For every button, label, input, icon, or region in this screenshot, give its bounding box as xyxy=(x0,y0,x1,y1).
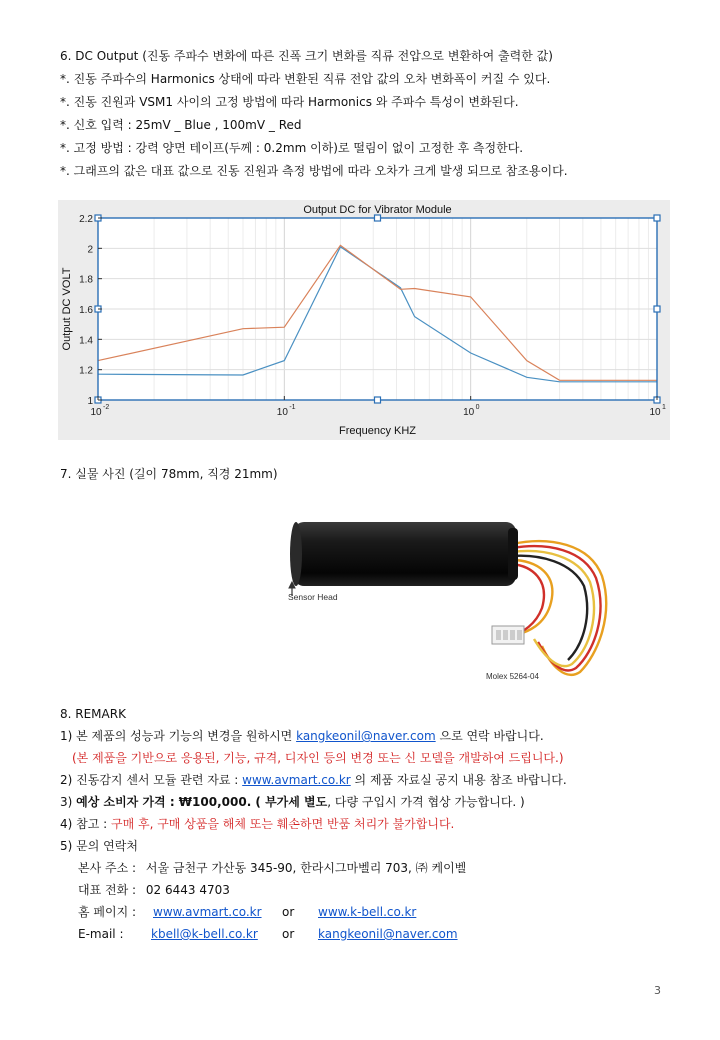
chart-svg xyxy=(58,200,670,440)
return-policy-text: 구매 후, 구매 상품을 해체 또는 훼손하면 반품 처리가 불가합니다. xyxy=(111,817,455,831)
x-tick-exponent: -1 xyxy=(289,404,296,411)
x-tick-label: 10 xyxy=(463,407,475,418)
remark-item4-prefix: 4) 참고 : xyxy=(60,817,111,831)
x-tick-label: 10 xyxy=(276,407,288,418)
selection-handle xyxy=(375,397,381,403)
y-tick-label: 2 xyxy=(87,244,93,256)
remark-item5: 5) 문의 연락처 xyxy=(60,839,138,853)
x-tick-label: 10 xyxy=(649,407,661,418)
remark-item1 xyxy=(60,728,544,744)
page-number: 3 xyxy=(654,984,661,997)
molex-label: Molex 5264-04 xyxy=(486,672,539,681)
phone-label: 대표 전화 : xyxy=(78,883,137,897)
chart-output-dc xyxy=(58,200,670,440)
remark-item1-suffix: 으로 연락 바랍니다. xyxy=(435,729,544,743)
y-axis-label: Output DC VOLT xyxy=(61,267,73,351)
selection-handle xyxy=(654,215,660,221)
section6-heading: 6. DC Output (진동 주파수 변화에 따른 진폭 크기 변화를 직류 전압으로 변환하여 출력한 값) xyxy=(60,49,553,63)
x-axis-label: Frequency KHZ xyxy=(338,425,417,437)
remark-item1-note: (본 제품을 기반으로 응용된, 기능, 규격, 디자인 등의 변경 또는 신 모델을 개발하여 드립니다.) xyxy=(72,751,564,765)
remark-item3-suffix: , 다량 구입시 가격 협상 가능합니다. ) xyxy=(327,795,525,809)
email-link-kangkeonil[interactable]: kangkeonil@naver.com xyxy=(318,927,458,941)
y-tick-label: 1.8 xyxy=(79,274,93,286)
chart-title: Output DC for Vibrator Module xyxy=(303,204,452,216)
remark-item3 xyxy=(60,794,525,810)
contact-email xyxy=(78,926,458,942)
note-fixing-method: *. 고정 방법 : 강력 양면 테이프(두께 : 0.2mm 이하)로 떨림이 없이 고정한 후 측정한다. xyxy=(60,141,524,155)
homepage-link-avmart[interactable]: www.avmart.co.kr xyxy=(153,905,262,919)
email-link-kangkeonil[interactable]: kangkeonil@naver.com xyxy=(296,729,436,743)
phone-value: 02 6443 4703 xyxy=(145,883,230,897)
selection-handle xyxy=(654,306,660,312)
sensor-tube xyxy=(290,522,518,586)
x-tick-exponent: 0 xyxy=(475,404,480,411)
contact-phone xyxy=(78,882,230,898)
x-tick-label: 10 xyxy=(90,407,102,418)
note-fixing: *. 진동 진원과 VSM1 사이의 고정 방법에 따라 Harmonics 와 주파수 특성이 변화된다. xyxy=(60,95,519,109)
x-tick-exponent: -2 xyxy=(103,404,110,411)
homepage-or: or xyxy=(282,905,295,919)
wire-bundle xyxy=(508,541,606,675)
y-tick-label: 1.4 xyxy=(79,335,93,347)
x-tick-exponent: 1 xyxy=(662,404,666,411)
note-reference: *. 그래프의 값은 대표 값으로 진동 진원과 측정 방법에 따라 오차가 크게 발생 되므로 참조용이다. xyxy=(60,164,568,178)
note-harmonics: *. 진동 주파수의 Harmonics 상태에 따라 변환된 직류 전압 값의 오차 변화폭이 커질 수 있다. xyxy=(60,72,551,86)
contact-homepage xyxy=(78,904,417,920)
y-tick-label: 2.2 xyxy=(79,214,93,225)
email-link-kbell[interactable]: kbell@k-bell.co.kr xyxy=(151,927,258,941)
homepage-label: 홈 페이지 : xyxy=(78,905,137,919)
email-label: E-mail : xyxy=(78,927,124,941)
y-tick-label: 1.6 xyxy=(79,305,93,316)
product-photo xyxy=(280,514,620,686)
contact-address xyxy=(78,860,466,876)
address-value: 서울 금천구 가산동 345-90, 한라시그마벨리 703, ㈜ 케이벨 xyxy=(145,861,467,875)
remark-item2-text: 2) 진동감지 센서 모듈 관련 자료 : xyxy=(60,773,243,787)
note-signal-input: *. 신호 입력 : 25mV _ Blue , 100mV _ Red xyxy=(60,118,302,132)
address-label: 본사 주소 : xyxy=(78,861,137,875)
molex-connector xyxy=(492,626,524,644)
price-text: 예상 소비자 가격 : ₩100,000. ( 부가세 별도 xyxy=(76,795,328,809)
email-or: or xyxy=(282,927,295,941)
homepage-link-kbell[interactable]: www.k-bell.co.kr xyxy=(318,905,417,919)
section8-heading: 8. REMARK xyxy=(60,707,126,721)
remark-item2 xyxy=(60,772,567,788)
sensor-head-label: Sensor Head xyxy=(288,592,338,602)
remark-item1-text: 1) 본 제품의 성능과 기능의 변경을 원하시면 xyxy=(60,729,297,743)
y-tick-label: 1.2 xyxy=(79,365,93,377)
section7-heading: 7. 실물 사진 (길이 78mm, 직경 21mm) xyxy=(60,467,278,481)
remark-item3-prefix: 3) xyxy=(60,795,77,809)
remark-item2-suffix: 의 제품 자료실 공지 내용 참조 바랍니다. xyxy=(350,773,567,787)
y-tick-label: 1 xyxy=(87,396,93,407)
avmart-link[interactable]: www.avmart.co.kr xyxy=(242,773,351,787)
remark-item4 xyxy=(60,816,454,832)
